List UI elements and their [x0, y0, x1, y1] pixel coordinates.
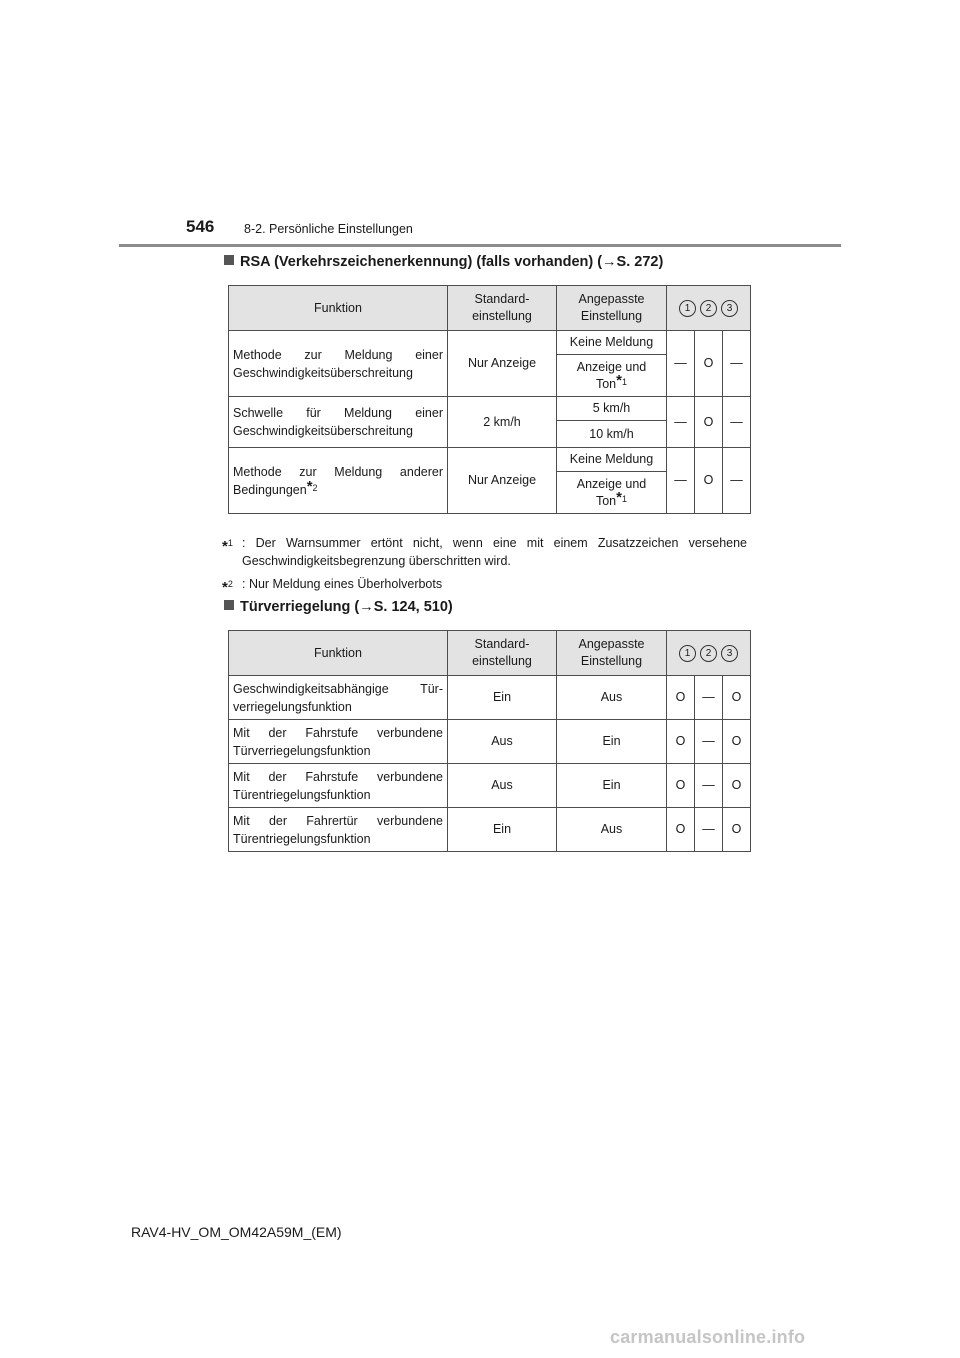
- cell-c1: O: [667, 808, 695, 852]
- table-header-row: [229, 286, 751, 331]
- cell-c2: —: [695, 676, 723, 720]
- col-header-angepasst: Angepasste Einstellung: [557, 631, 667, 676]
- cell-c3: O: [723, 808, 751, 852]
- cell-c1: —: [667, 397, 695, 448]
- cell-option: Anzeige und Ton$^{*1}$: [557, 355, 667, 397]
- document-code: RAV4-HV_OM_OM42A59M_(EM): [131, 1224, 342, 1240]
- door-lock-settings-table: [228, 630, 751, 852]
- circled-number-icon: 3: [721, 645, 738, 662]
- col-header-funktion: Funktion: [229, 631, 448, 676]
- table-row: [229, 720, 751, 764]
- cell-c1: —: [667, 331, 695, 397]
- footnote-1: [222, 534, 747, 570]
- cell-c2: —: [695, 808, 723, 852]
- table-row: [229, 764, 751, 808]
- cell-option: Keine Meldung: [557, 448, 667, 472]
- footnote-2: [222, 575, 747, 597]
- cell-standard: 2 km/h: [448, 397, 557, 448]
- cell-c1: O: [667, 764, 695, 808]
- col-header-standard: Standard-einstellung: [448, 286, 557, 331]
- square-bullet-icon: [224, 600, 234, 610]
- table-row: [229, 808, 751, 852]
- table-row: [229, 448, 751, 472]
- circled-number-icon: 2: [700, 645, 717, 662]
- section-heading-text: Türverriegelung (→S. 124, 510): [240, 599, 453, 615]
- table-row: [229, 331, 751, 355]
- cell-c3: O: [723, 676, 751, 720]
- col-header-angepasst: Angepasste Einstellung: [557, 286, 667, 331]
- cell-c3: —: [723, 448, 751, 514]
- cell-option: Keine Meldung: [557, 331, 667, 355]
- cell-standard: Aus: [448, 720, 557, 764]
- col-header-standard: Standard-einstellung: [448, 631, 557, 676]
- header-rule: [119, 244, 841, 247]
- col-header-funktion: Funktion: [229, 286, 448, 331]
- section-heading-text: RSA (Verkehrszeichenerkennung) (falls vorhanden) (→S. 272): [240, 254, 664, 270]
- cell-c2: O: [695, 448, 723, 514]
- cell-angepasst: Aus: [557, 676, 667, 720]
- cell-standard: Ein: [448, 808, 557, 852]
- cell-c2: O: [695, 397, 723, 448]
- cell-standard: Aus: [448, 764, 557, 808]
- col-header-circles: [667, 631, 751, 676]
- footnote-marker: *2: [306, 477, 318, 495]
- footnote-marker: *1: [616, 488, 627, 506]
- cell-angepasst: Aus: [557, 808, 667, 852]
- cell-funktion: Methode zur Meldung einer Geschwindigkeitsüberschreitung: [229, 331, 448, 397]
- square-bullet-icon: [224, 255, 234, 265]
- cell-option: Anzeige und Ton$^{*1}$: [557, 472, 667, 514]
- cell-standard: Nur Anzeige: [448, 331, 557, 397]
- footnote-text: : Nur Meldung eines Überholverbots: [242, 577, 443, 591]
- cell-standard: Nur Anzeige: [448, 448, 557, 514]
- cell-funktion: Schwelle für Meldung einer Geschwindigkeitsüberschreitung: [229, 397, 448, 448]
- watermark: carmanualsonline.info: [610, 1327, 806, 1347]
- cell-funktion: Methode zur Meldung anderer Bedingungen$^{*2}$: [229, 448, 448, 514]
- cell-angepasst: Ein: [557, 764, 667, 808]
- rsa-settings-table: [228, 285, 751, 514]
- section-heading-rsa: [224, 254, 663, 270]
- page-number: 546: [186, 217, 215, 236]
- cell-funktion: Mit der Fahrertür verbundene Türentriegelungsfunktion: [229, 808, 448, 852]
- cell-funktion: Geschwindigkeitsabhängige Tür-verriegelungsfunktion: [229, 676, 448, 720]
- cell-c3: O: [723, 764, 751, 808]
- cell-standard: Ein: [448, 676, 557, 720]
- cell-c3: —: [723, 331, 751, 397]
- circled-number-icon: 2: [700, 300, 717, 317]
- cell-c3: —: [723, 397, 751, 448]
- cell-c1: O: [667, 676, 695, 720]
- cell-c2: —: [695, 720, 723, 764]
- table-header-row: [229, 631, 751, 676]
- section-heading-door-lock: [224, 599, 453, 615]
- circled-number-icon: 3: [721, 300, 738, 317]
- footnote-marker: *1: [616, 371, 627, 389]
- circled-number-icon: 1: [679, 645, 696, 662]
- circled-number-icon: 1: [679, 300, 696, 317]
- footnote-marker: *$^1$: [222, 538, 233, 555]
- cell-angepasst: Ein: [557, 720, 667, 764]
- footnote-marker: *$^2$: [222, 579, 233, 596]
- table-row: [229, 397, 751, 421]
- cell-c2: O: [695, 331, 723, 397]
- cell-option: 5 km/h: [557, 397, 667, 421]
- cell-c1: —: [667, 448, 695, 514]
- table-row: [229, 676, 751, 720]
- footnote-text: : Der Warnsummer ertönt nicht, wenn eine mit einem Zusatzzeichen versehene Geschwindigkeitsbegrenzung überschritten wird.: [242, 536, 747, 568]
- chapter-title: 8-2. Persönliche Einstellungen: [244, 222, 413, 236]
- col-header-circles: [667, 286, 751, 331]
- cell-c1: O: [667, 720, 695, 764]
- cell-funktion: Mit der Fahrstufe verbundene Türentriegelungsfunktion: [229, 764, 448, 808]
- cell-c3: O: [723, 720, 751, 764]
- cell-c2: —: [695, 764, 723, 808]
- cell-funktion: Mit der Fahrstufe verbundene Türverriegelungsfunktion: [229, 720, 448, 764]
- cell-option: 10 km/h: [557, 421, 667, 448]
